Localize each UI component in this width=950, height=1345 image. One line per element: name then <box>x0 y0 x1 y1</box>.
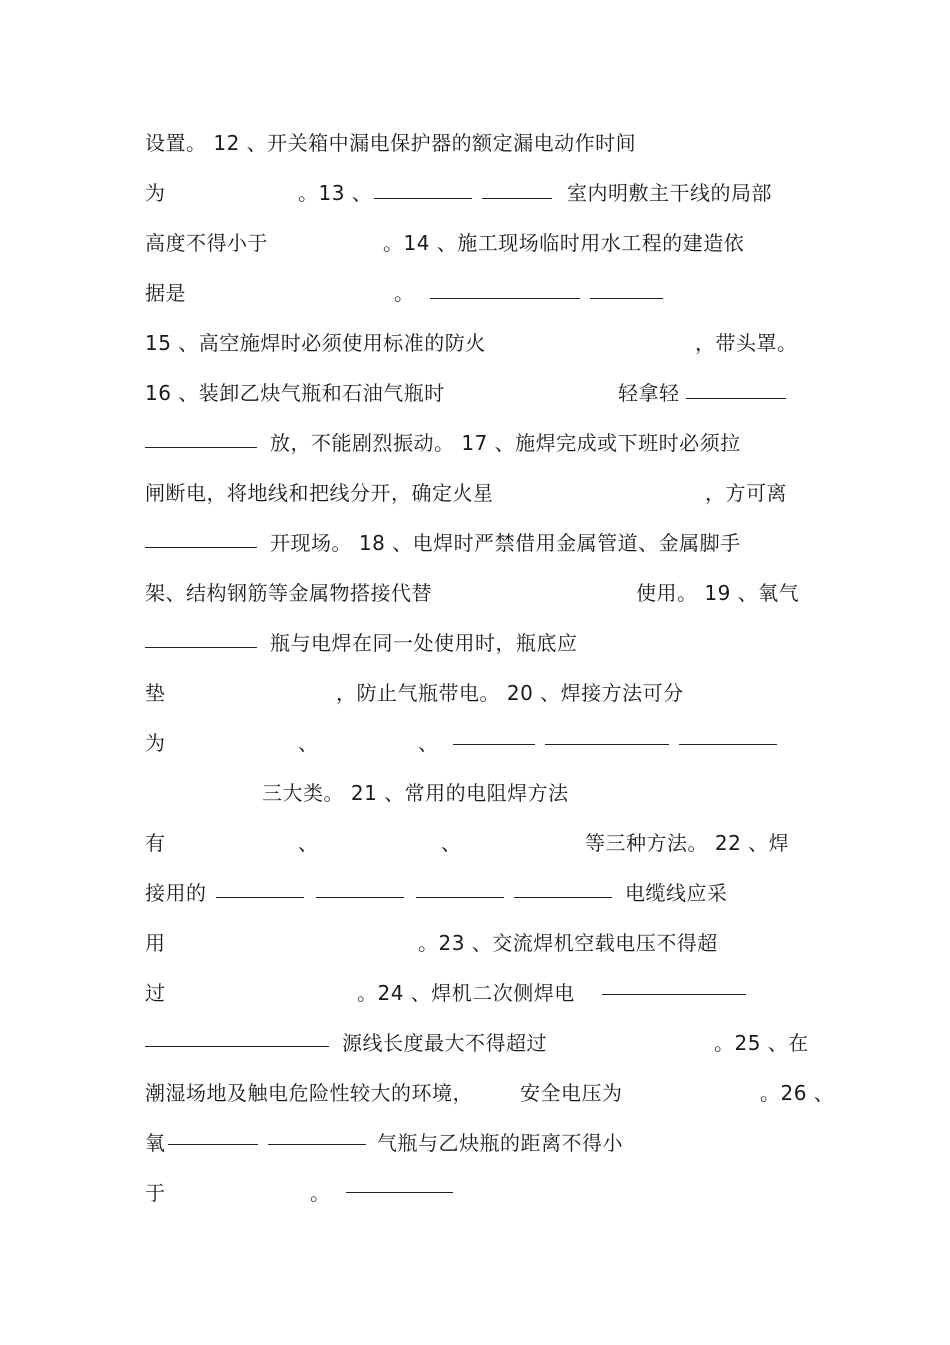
blank-underline <box>430 298 580 299</box>
text-line: 源线长度最大不得超过 <box>342 1031 547 1055</box>
text-line: 安全电压为 <box>520 1081 623 1105</box>
blank-underline <box>168 1144 258 1145</box>
text-line: 等三种方法。 22 、焊 <box>585 831 790 855</box>
text-line: 放，不能剧烈振动。 17 、施焊完成或下班时必须拉 <box>270 431 741 455</box>
text-line: 、 <box>298 731 319 755</box>
text-line: 电缆线应采 <box>625 881 728 905</box>
text-line: 。 <box>310 1181 331 1205</box>
text-line: 。23 、交流焊机空载电压不得超 <box>418 931 718 955</box>
text-line: 使用。 19 、氧气 <box>636 581 800 605</box>
text-line: ，防止气瓶带电。 20 、焊接方法可分 <box>336 681 684 705</box>
text-line: 。14 、施工现场临时用水工程的建造依 <box>383 231 745 255</box>
text-line: 室内明敷主干线的局部 <box>567 181 772 205</box>
text-line: ，带头罩。 <box>695 331 798 355</box>
text-line: 垫 <box>145 681 166 705</box>
text-line: 开现场。 18 、电焊时严禁借用金属管道、金属脚手 <box>270 531 741 555</box>
blank-underline <box>679 744 777 745</box>
text-line: 、 <box>441 831 462 855</box>
text-line: 架、结构钢筋等金属物搭接代替 <box>145 581 432 605</box>
blank-underline <box>590 298 663 299</box>
text-line: ，方可离 <box>705 481 787 505</box>
text-line: 潮湿场地及触电危险性较大的环境， <box>145 1081 473 1105</box>
text-line: 瓶与电焊在同一处使用时，瓶底应 <box>270 631 578 655</box>
text-line: 、 <box>418 731 439 755</box>
blank-underline <box>346 1192 453 1193</box>
text-line: 闸断电，将地线和把线分开，确定火星 <box>145 481 494 505</box>
text-line: 。24 、焊机二次侧焊电 <box>357 981 575 1005</box>
text-line: 有 <box>145 831 166 855</box>
text-line: 。25 、在 <box>714 1031 809 1055</box>
text-line: 据是 <box>145 281 186 305</box>
blank-underline <box>316 897 404 898</box>
blank-underline <box>145 447 257 448</box>
text-line: 为 <box>145 181 166 205</box>
blank-underline <box>216 897 304 898</box>
text-line: 氧 <box>145 1131 166 1155</box>
text-line: 15 、高空施焊时必须使用标准的防火 <box>145 331 486 355</box>
text-line: 。 <box>394 281 415 305</box>
text-line: 16 、装卸乙炔气瓶和石油气瓶时 <box>145 381 445 405</box>
blank-underline <box>268 1144 366 1145</box>
text-line: 三大类。 21 、常用的电阻焊方法 <box>262 781 569 805</box>
text-line: 。26 、 <box>760 1081 835 1105</box>
text-line: 、 <box>298 831 319 855</box>
blank-underline <box>374 198 472 199</box>
blank-underline <box>686 398 786 399</box>
text-line: 高度不得小于 <box>145 231 268 255</box>
blank-underline <box>453 744 535 745</box>
text-line: 用 <box>145 931 166 955</box>
blank-underline <box>145 1046 329 1047</box>
blank-underline <box>602 994 746 995</box>
blank-underline <box>145 547 257 548</box>
blank-underline <box>416 897 504 898</box>
blank-underline <box>482 198 552 199</box>
text-line: 接用的 <box>145 881 207 905</box>
text-line: 气瓶与乙炔瓶的距离不得小 <box>377 1131 623 1155</box>
text-line: 过 <box>145 981 166 1005</box>
text-line: 。13 、 <box>298 181 373 205</box>
text-line: 轻拿轻 <box>618 381 680 405</box>
blank-underline <box>514 897 612 898</box>
text-line: 为 <box>145 731 166 755</box>
text-line: 设置。 12 、开关箱中漏电保护器的额定漏电动作时间 <box>145 131 637 155</box>
blank-underline <box>545 744 669 745</box>
text-line: 于 <box>145 1181 166 1205</box>
blank-underline <box>145 647 257 648</box>
